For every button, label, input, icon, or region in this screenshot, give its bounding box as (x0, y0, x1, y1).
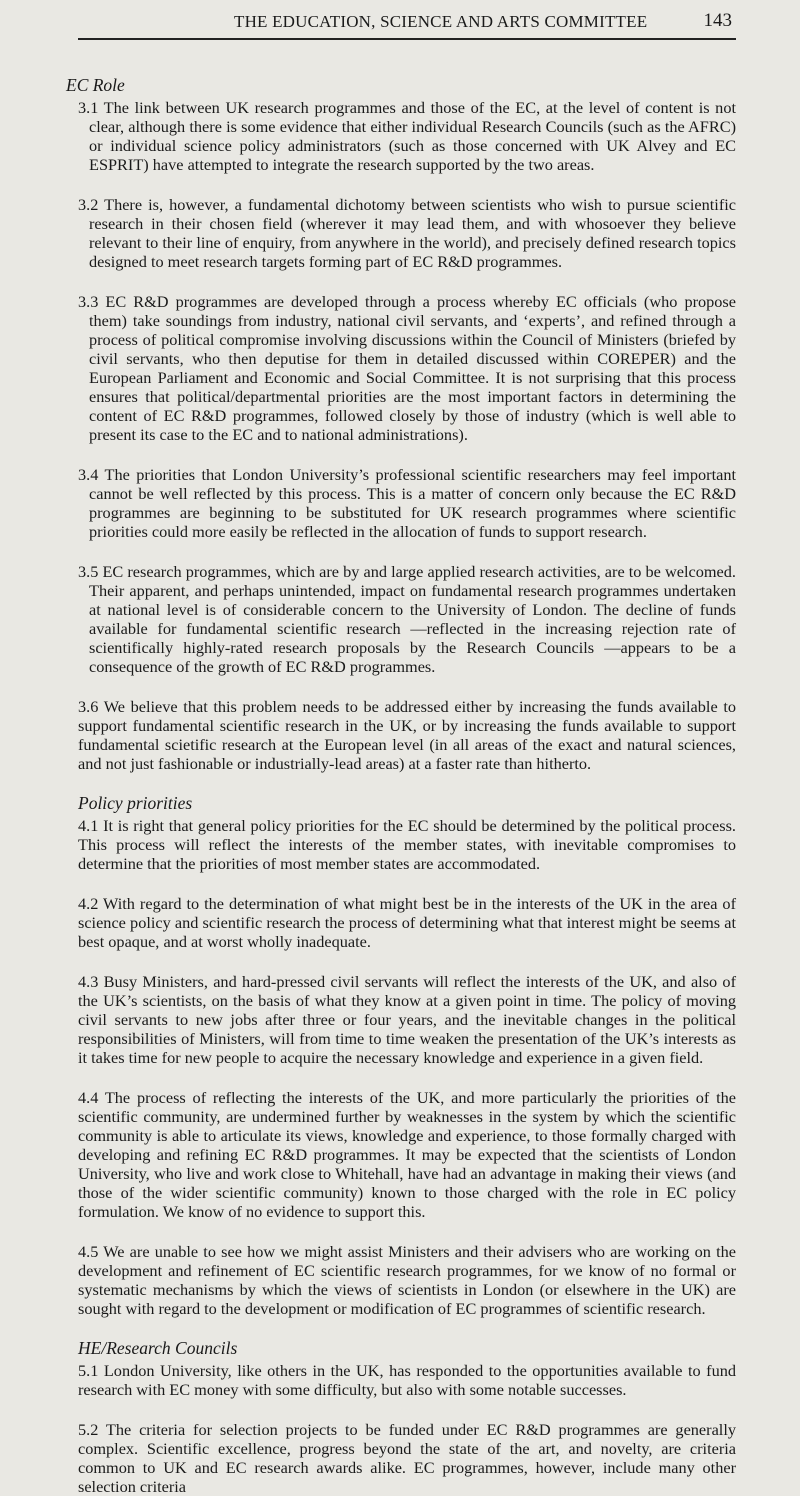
paragraph-5-1: 5.1 London University, like others in the UK, has responded to the opportunities available to fund research with EC money with some difficulty, but also with some notable successes. (78, 1361, 736, 1399)
paragraph-5-2: 5.2 The criteria for selection projects to be funded under EC R&D programmes are generally complex. Scientific excellence, progress beyond the state of the art, and novelty, are criteria common to UK and EC research awards alike. EC programmes, however, include many other selection criteria (78, 1420, 736, 1496)
paragraph-3-2: 3.2 There is, however, a fundamental dichotomy between scientists who wish to pursue scientific research in their chosen field (wherever it may lead them, and with whosoever they believe relevant to their line of enquiry, from anywhere in the world), and precisely defined research topics designed to meet research targets forming part of EC R&D programmes. (78, 195, 736, 271)
paragraph-4-1: 4.1 It is right that general policy priorities for the EC should be determined by the political process. This process will reflect the interests of the member states, with inevitable compromises to determine that the priorities of most member states are accommodated. (78, 816, 736, 873)
running-title: THE EDUCATION, SCIENCE AND ARTS COMMITTEE (234, 12, 648, 31)
paragraph-3-6: 3.6 We believe that this problem needs to be addressed either by increasing the funds available to support fundamental scientific research in the UK, or by increasing the funds available to support fundamental scietific research at the European level (in all areas of the exact and natural sciences, and not just fashionable or industrially-lead areas) at a faster rate than hitherto. (78, 697, 736, 773)
paragraph-3-1: 3.1 The link between UK research programmes and those of the EC, at the level of content is not clear, although there is some evidence that either individual Research Councils (such as the AFRC) or individual science policy administrators (such as those concerned with UK Alvey and EC ESPRIT) have attempted to integrate the research supported by the two areas. (78, 98, 736, 174)
section-policy-priorities (78, 794, 736, 1318)
section-heading: HE/Research Councils (78, 1338, 238, 1358)
running-header (78, 0, 736, 40)
paragraph-3-5: 3.5 EC research programmes, which are by and large applied research activities, are to be welcomed. Their apparent, and perhaps unintended, impact on fundamental research programmes undertaken at national level is of considerable concern to the University of London. The decline of funds available for fundamental scientific research —reflected in the increasing rejection rate of scientifically highly-rated research proposals by the Research Councils —appears to be a consequence of the growth of EC R&D programmes. (78, 562, 736, 676)
paragraph-3-4: 3.4 The priorities that London University’s professional scientific researchers may feel important cannot be well reflected by this process. This is a matter of concern only because the EC R&D programmes are beginning to be substituted for UK research programmes where scientific priorities could more easily be reflected in the allocation of funds to support research. (78, 465, 736, 541)
paragraph-3-3: 3.3 EC R&D programmes are developed through a process whereby EC officials (who propose them) take soundings from industry, national civil servants, and ‘experts’, and refined through a process of political compromise involving discussions within the Council of Ministers (briefed by civil servants, who then deputise for them in detailed discussed within COREPER) and the European Parliament and Economic and Social Committee. It is not surprising that this process ensures that political/departmental priorities are the most important factors in determining the content of EC R&D programmes, followed closely by those of industry (which is well able to present its case to the EC and to national administrations). (78, 292, 736, 444)
paragraph-4-3: 4.3 Busy Ministers, and hard-pressed civil servants will reflect the interests of the UK, and also of the UK’s scientists, on the basis of what they know at a given point in time. The policy of moving civil servants to new jobs after three or four years, and the inevitable changes in the political responsibilities of Ministers, will from time to time weaken the presentation of the UK’s interests as it takes time for new people to acquire the necessary knowledge and experience in a given field. (78, 972, 736, 1067)
section-ec-role (66, 75, 736, 773)
document-body (66, 40, 736, 1496)
section-heading: Policy priorities (78, 793, 193, 813)
paragraph-4-2: 4.2 With regard to the determination of what might best be in the interests of the UK in the area of science policy and scientific research the process of determining what that interest might be seems at best opaque, and at worst wholly inadequate. (78, 894, 736, 951)
paragraph-4-4: 4.4 The process of reflecting the interests of the UK, and more particularly the priorities of the scientific community, are undermined further by weaknesses in the system by which the scientific community is able to articulate its views, knowledge and experience, to those formally charged with developing and refining EC R&D programmes. It may be expected that the scientists of London University, who live and work close to Whitehall, have had an advantage in making their views (and those of the wider scientific community) known to those charged with the role in EC policy formulation. We know of no evidence to support this. (78, 1088, 736, 1221)
section-heading: EC Role (66, 75, 125, 95)
paragraph-4-5: 4.5 We are unable to see how we might assist Ministers and their advisers who are working on the development and refinement of EC scientific research programmes, for we know of no formal or systematic mechanisms by which the views of scientists in London (or elsewhere in the UK) are sought with regard to the development or modification of EC programmes of scientific research. (78, 1242, 736, 1318)
page-number: 143 (703, 10, 732, 31)
section-he-research-councils (78, 1339, 736, 1496)
